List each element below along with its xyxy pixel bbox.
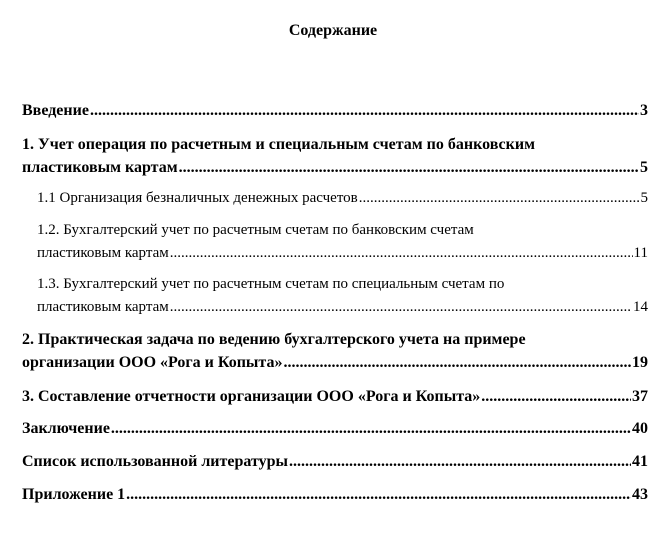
toc-entry-label: пластиковым картам bbox=[37, 299, 169, 315]
toc-entry-conclusion[interactable] bbox=[22, 419, 648, 439]
toc-entry-section-2-line1: 2. Практическая задача по ведению бухгалтерского учета на примере bbox=[22, 331, 526, 348]
toc-entry-page: 37 bbox=[632, 388, 648, 405]
toc-entry-label: пластиковым картам bbox=[37, 245, 169, 261]
toc-entry-introduction[interactable] bbox=[22, 101, 648, 121]
toc-entry-label: Введение bbox=[22, 102, 89, 119]
toc-entry-references[interactable] bbox=[22, 452, 648, 472]
toc-entry-page: 40 bbox=[632, 420, 648, 437]
toc-entry-section-1-2-line1: 1.2. Бухгалтерский учет по расчетным счетам по банковским счетам bbox=[37, 222, 474, 238]
toc-entry-label: 3. Составление отчетности организации ООО «Рога и Копыта» bbox=[22, 388, 481, 405]
toc-leader-dots bbox=[170, 243, 633, 263]
toc-leader-dots bbox=[170, 297, 632, 317]
toc-entry-page: 43 bbox=[632, 486, 648, 503]
toc-leader-dots bbox=[283, 353, 631, 373]
toc-entry-label: Приложение 1 bbox=[22, 486, 126, 503]
toc-entry-label: Список использованной литературы bbox=[22, 453, 288, 470]
toc-entry-section-2[interactable] bbox=[22, 353, 648, 373]
toc-entry-section-3[interactable] bbox=[22, 387, 648, 407]
toc-entry-appendix-1[interactable] bbox=[22, 485, 648, 505]
toc-leader-dots bbox=[179, 158, 639, 178]
toc-entry-section-1-3-line1: 1.3. Бухгалтерский учет по расчетным счетам по специальным счетам по bbox=[37, 276, 505, 292]
toc-entry-section-1-1[interactable] bbox=[37, 188, 648, 208]
toc-entry-label: пластиковым картам bbox=[22, 159, 178, 176]
toc-leader-dots bbox=[481, 387, 631, 407]
toc-entry-section-1-line1: 1. Учет операция по расчетным и специальным счетам по банковским bbox=[22, 136, 535, 153]
toc-title: Содержание bbox=[288, 22, 378, 39]
toc-entry-section-1-2[interactable] bbox=[37, 243, 648, 263]
toc-leader-dots bbox=[90, 101, 639, 121]
toc-leader-dots bbox=[359, 188, 640, 208]
toc-leader-dots bbox=[289, 452, 631, 472]
toc-entry-page: 3 bbox=[640, 102, 648, 119]
toc-entry-page: 14 bbox=[633, 299, 648, 315]
toc-entry-page: 5 bbox=[640, 190, 648, 206]
toc-entry-page: 41 bbox=[632, 453, 648, 470]
toc-entry-label: Заключение bbox=[22, 420, 110, 437]
toc-entry-page: 11 bbox=[633, 245, 648, 261]
toc-leader-dots bbox=[111, 419, 631, 439]
toc-entry-section-1-3[interactable] bbox=[37, 297, 648, 317]
toc-entry-page: 5 bbox=[640, 159, 648, 176]
toc-entry-section-1[interactable] bbox=[22, 158, 648, 178]
toc-entry-page: 19 bbox=[632, 354, 648, 371]
toc-entry-label: организации ООО «Рога и Копыта» bbox=[22, 354, 283, 371]
toc-entry-label: 1.1 Организация безналичных денежных расчетов bbox=[37, 190, 358, 206]
toc-leader-dots bbox=[126, 485, 631, 505]
